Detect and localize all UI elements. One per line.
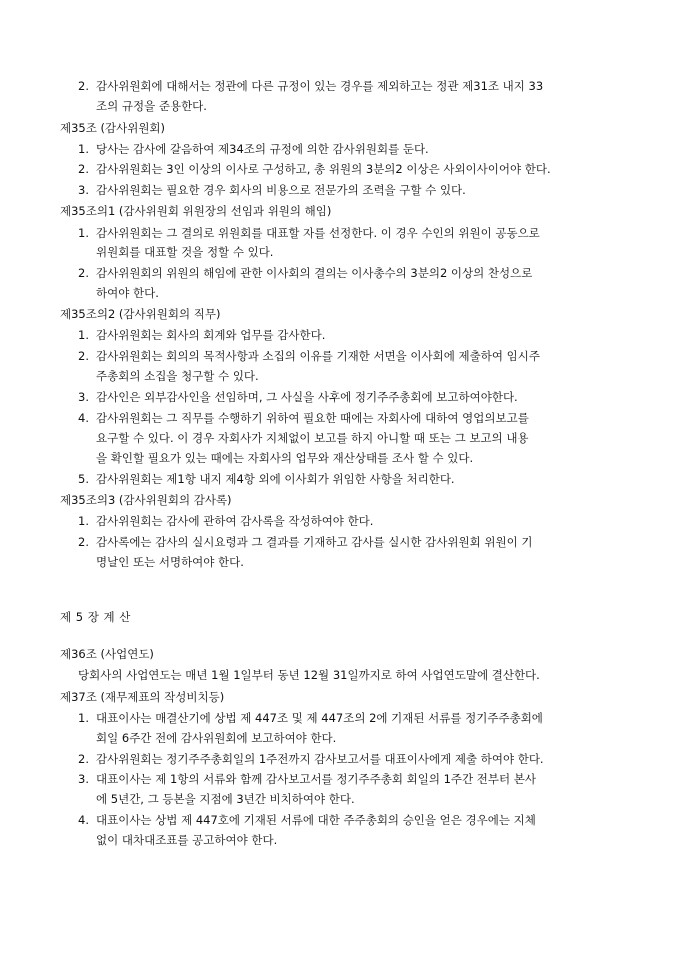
item-text: 감사록에는 감사의 실시요령과 그 결과를 기재하고 감사를 실시한 감사위원회 위원이 기	[96, 535, 533, 549]
item-text-continuation: 위원회를 대표할 것을 정할 수 있다.	[96, 245, 274, 259]
article-heading: 제35조의3 (감사위원회의 감사록)	[60, 493, 232, 507]
article-heading: 제37조 (재무제표의 작성비치등)	[60, 690, 225, 704]
item-text: 감사인은 외부감사인을 선임하며, 그 사실을 사후에 정기주주총회에 보고하여야한다.	[96, 390, 518, 404]
item-text-continuation: 조의 규정을 준용한다.	[96, 99, 207, 113]
item-text: 감사위원회는 그 결의로 위원회를 대표할 자를 선정한다. 이 경우 수인의 위원이 공동으로	[96, 226, 540, 240]
item-number: 3.	[78, 772, 89, 786]
item-number: 2.	[78, 79, 89, 93]
item-number: 1.	[78, 711, 89, 725]
item-text-continuation: 회일 6주간 전에 감사위원회에 보고하여야 한다.	[96, 731, 337, 745]
item-text-continuation: 요구할 수 있다. 이 경우 자회사가 지체없이 보고를 하지 아니할 때 또는 그 보고의 내용	[96, 431, 529, 445]
item-text: 감사위원회는 회의의 목적사항과 소집의 이유를 기재한 서면을 이사회에 제출하여 임시주	[96, 349, 540, 363]
item-number: 2.	[78, 162, 89, 176]
item-number: 3.	[78, 390, 89, 404]
chapter-heading: 제 5 장 계 산	[60, 610, 131, 624]
item-text: 대표이사는 제 1항의 서류와 함께 감사보고서를 정기주주총회 회일의 1주간 전부터 본사	[96, 772, 536, 786]
item-number: 1.	[78, 226, 89, 240]
item-text-continuation: 을 확인할 필요가 있는 때에는 자회사의 업무와 재산상태를 조사 할 수 있다.	[96, 451, 474, 465]
item-text: 당사는 감사에 갈음하여 제34조의 규정에 의한 감사위원회를 둔다.	[96, 142, 429, 156]
item-number: 4.	[78, 411, 89, 425]
item-number: 1.	[78, 514, 89, 528]
item-number: 1.	[78, 142, 89, 156]
item-text: 감사위원회는 감사에 관하여 감사록을 작성하여야 한다.	[96, 514, 374, 528]
item-text: 감사위원회는 그 직무를 수행하기 위하여 필요한 때에는 자회사에 대하여 영업의보고를	[96, 411, 529, 425]
article-heading: 제35조의2 (감사위원회의 직무)	[60, 307, 221, 321]
item-text: 감사위원회는 제1항 내지 제4항 외에 이사회가 위임한 사항을 처리한다.	[96, 472, 455, 486]
item-text-continuation: 주총회의 소집을 청구할 수 있다.	[96, 369, 259, 383]
item-text-continuation: 하여야 한다.	[96, 286, 159, 300]
item-number: 4.	[78, 813, 89, 827]
item-text: 감사위원회는 3인 이상의 이사로 구성하고, 총 위원의 3분의2 이상은 사외이사이어야 한다.	[96, 162, 551, 176]
item-number: 5.	[78, 472, 89, 486]
item-number: 2.	[78, 349, 89, 363]
item-number: 1.	[78, 328, 89, 342]
item-text: 감사위원회의 위원의 해임에 관한 이사회의 결의는 이사총수의 3분의2 이상의 찬성으로	[96, 266, 533, 280]
item-number: 3.	[78, 183, 89, 197]
item-text: 감사위원회는 필요한 경우 회사의 비용으로 전문가의 조력을 구할 수 있다.	[96, 183, 466, 197]
item-text-continuation: 없이 대차대조표를 공고하여야 한다.	[96, 833, 278, 847]
item-text: 대표이사는 매결산기에 상법 제 447조 및 제 447조의 2에 기재된 서류를 정기주주총회에	[96, 711, 543, 725]
item-number: 2.	[78, 752, 89, 766]
item-number: 2.	[78, 535, 89, 549]
item-text-continuation: 에 5년간, 그 등본을 지점에 3년간 비치하여야 한다.	[96, 792, 355, 806]
article-paragraph: 당회사의 사업연도는 매년 1월 1일부터 동년 12월 31일까지로 하여 사업연도말에 결산한다.	[78, 668, 540, 682]
item-text: 감사위원회는 정기주주총회일의 1주전까지 감사보고서를 대표이사에게 제출 하여야 한다.	[96, 752, 544, 766]
item-number: 2.	[78, 266, 89, 280]
item-text: 감사위원회에 대해서는 정관에 다른 규정이 있는 경우를 제외하고는 정관 제31조 내지 33	[96, 79, 544, 93]
article-heading: 제35조 (감사위원회)	[60, 121, 166, 135]
item-text: 감사위원회는 회사의 회계와 업무를 감사한다.	[96, 328, 326, 342]
article-heading: 제36조 (사업연도)	[60, 647, 154, 661]
article-heading: 제35조의1 (감사위원회 위원장의 선임과 위원의 해임)	[60, 204, 332, 218]
item-text-continuation: 명날인 또는 서명하여야 한다.	[96, 555, 244, 569]
item-text: 대표이사는 상법 제 447호에 기재된 서류에 대한 주주총회의 승인을 얻은 경우에는 지체	[96, 813, 536, 827]
